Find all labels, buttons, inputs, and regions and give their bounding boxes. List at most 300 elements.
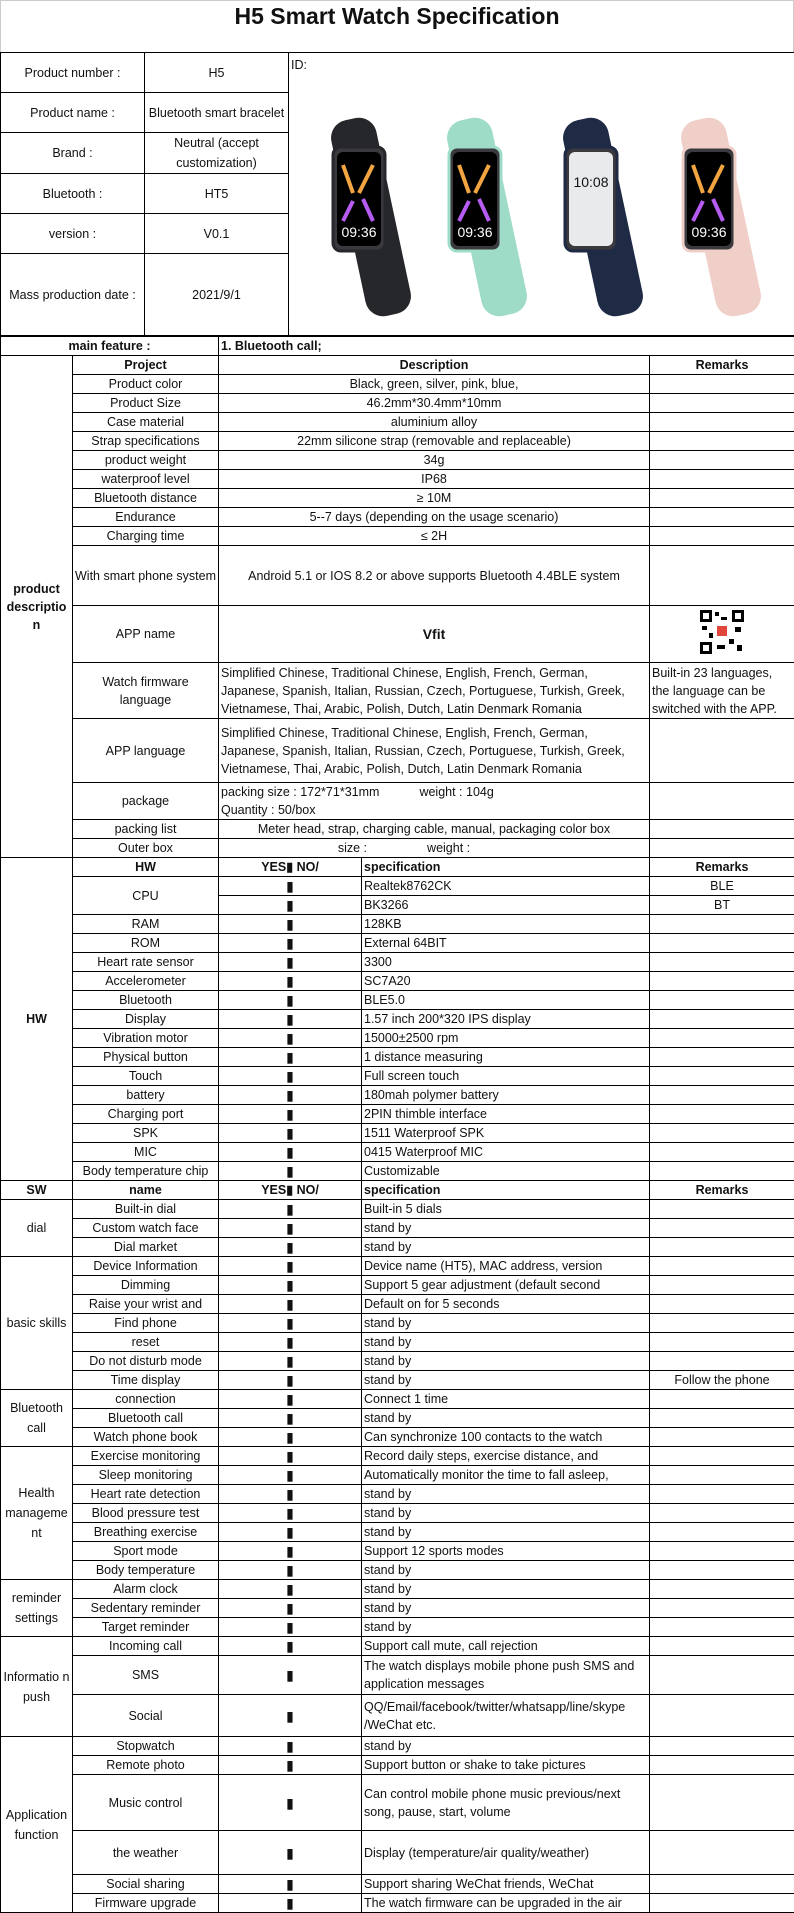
sw-specification: Support sharing WeChat friends, WeChat (362, 1875, 650, 1894)
hw-specification: 0415 Waterproof MIC (362, 1143, 650, 1162)
hw-component-name: Heart rate sensor (73, 953, 219, 972)
description-part: Quantity : 50/box (221, 801, 316, 819)
hw-specification: 1.57 inch 200*320 IPS display (362, 1010, 650, 1029)
hw-component-name: MIC (73, 1143, 219, 1162)
sw-specification: Can synchronize 100 contacts to the watch (362, 1428, 650, 1447)
sw-feature-name: Remote photo (73, 1756, 219, 1775)
sw-feature-name: Find phone (73, 1314, 219, 1333)
hw-component-name: SPK (73, 1124, 219, 1143)
hw-remarks (650, 1143, 794, 1162)
yes-mark: ▮ (219, 1124, 362, 1143)
table-row (1, 719, 794, 783)
sw-feature-name: Sedentary reminder (73, 1599, 219, 1618)
table-row (1, 1599, 794, 1618)
sw-remarks (650, 1618, 794, 1637)
hw-component-name: Bluetooth (73, 991, 219, 1010)
table-row (1, 1637, 794, 1656)
table-row (1, 1333, 794, 1352)
sw-feature-name: Blood pressure test (73, 1504, 219, 1523)
sw-feature-name: Exercise monitoring (73, 1447, 219, 1466)
sw-specification: Support 5 gear adjustment (default second (362, 1276, 650, 1295)
yes-mark: ▮ (219, 1637, 362, 1656)
info-label: Product number : (1, 53, 145, 93)
table-row (1, 1314, 794, 1333)
sw-specification: Support button or shake to take pictures (362, 1756, 650, 1775)
table-row (1, 1200, 794, 1219)
info-label: Brand : (1, 133, 145, 174)
description-part: size : (338, 839, 367, 857)
table-row (1, 1162, 794, 1181)
sw-remarks (650, 1894, 794, 1913)
table-row (1, 1561, 794, 1580)
table-row (1, 546, 794, 606)
yes-mark: ▮ (219, 1029, 362, 1048)
project-name: Endurance (73, 508, 219, 527)
main-feature-value: 1. Bluetooth call; (219, 337, 794, 356)
table-row (1, 820, 794, 839)
sw-feature-name: Target reminder (73, 1618, 219, 1637)
product-info-table (0, 52, 794, 336)
yes-mark: ▮ (219, 1409, 362, 1428)
sw-specification: stand by (362, 1333, 650, 1352)
table-row (1, 1580, 794, 1599)
table-row (1, 356, 794, 375)
description-value: Vfit (219, 606, 650, 663)
sw-feature-name: Firmware upgrade (73, 1894, 219, 1913)
description-part: weight : 104g (419, 783, 493, 801)
hw-remarks: BT (650, 896, 794, 915)
sw-specification: The watch displays mobile phone push SMS and application messages (362, 1656, 650, 1695)
project-name: With smart phone system (73, 546, 219, 606)
project-name: APP language (73, 719, 219, 783)
remarks-value (650, 508, 794, 527)
remarks-value (650, 413, 794, 432)
sw-feature-name: Watch phone book (73, 1428, 219, 1447)
remarks-value: Built-in 23 languages, the language can be switched with the APP. (650, 663, 794, 719)
yes-mark: ▮ (219, 1656, 362, 1695)
watch-image (328, 114, 415, 317)
sw-specification: Can control mobile phone music previous/next song, pause, start, volume (362, 1775, 650, 1831)
remarks-value (650, 546, 794, 606)
hw-remarks (650, 991, 794, 1010)
yes-mark: ▮ (219, 1257, 362, 1276)
hw-header: specification (362, 858, 650, 877)
watch-product-photos (289, 87, 793, 317)
sw-specification: stand by (362, 1561, 650, 1580)
hw-header: YES▮ NO/ (219, 858, 362, 877)
table-row (1, 1276, 794, 1295)
sw-feature-name: reset (73, 1333, 219, 1352)
sw-remarks: Follow the phone (650, 1371, 794, 1390)
hw-specification: Customizable (362, 1162, 650, 1181)
sw-header: name (73, 1181, 219, 1200)
hw-specification: 180mah polymer battery (362, 1086, 650, 1105)
table-row (1, 1219, 794, 1238)
table-row (1, 470, 794, 489)
hw-specification: Realtek8762CK (362, 877, 650, 896)
project-name: packing list (73, 820, 219, 839)
table-row (1, 606, 794, 663)
sw-remarks (650, 1737, 794, 1756)
sw-specification: Built-in 5 dials (362, 1200, 650, 1219)
yes-mark: ▮ (219, 1390, 362, 1409)
watch-image (560, 114, 647, 317)
watch-screen-time: 10:08 (573, 174, 608, 190)
project-name: product weight (73, 451, 219, 470)
sw-specification: stand by (362, 1580, 650, 1599)
info-value: V0.1 (145, 214, 289, 254)
remarks-value (650, 820, 794, 839)
yes-mark: ▮ (219, 1238, 362, 1257)
watch-image (678, 114, 765, 317)
sw-feature-name: Custom watch face (73, 1219, 219, 1238)
yes-mark: ▮ (219, 1875, 362, 1894)
table-row (1, 451, 794, 470)
table-row (1, 1695, 794, 1737)
hw-specification: BK3266 (362, 896, 650, 915)
yes-mark: ▮ (219, 1086, 362, 1105)
sw-specification: Default on for 5 seconds (362, 1295, 650, 1314)
sw-remarks (650, 1775, 794, 1831)
hw-specification: SC7A20 (362, 972, 650, 991)
hw-component-name: Display (73, 1010, 219, 1029)
table-row (1, 1485, 794, 1504)
sw-feature-name: the weather (73, 1831, 219, 1875)
hw-specification: 15000±2500 rpm (362, 1029, 650, 1048)
table-row (1, 527, 794, 546)
table-row (1, 1618, 794, 1637)
description-value: 5--7 days (depending on the usage scenario) (219, 508, 650, 527)
watch-screen-time: 09:36 (691, 224, 726, 240)
sw-feature-name: SMS (73, 1656, 219, 1695)
table-row (1, 783, 794, 820)
yes-mark: ▮ (219, 1428, 362, 1447)
table-row (1, 1504, 794, 1523)
yes-mark: ▮ (219, 1067, 362, 1086)
sw-feature-name: Do not disturb mode (73, 1352, 219, 1371)
sw-feature-name: Body temperature (73, 1561, 219, 1580)
sw-remarks (650, 1352, 794, 1371)
sw-specification: stand by (362, 1618, 650, 1637)
description-value: IP68 (219, 470, 650, 489)
hw-remarks: BLE (650, 877, 794, 896)
hw-specification: 128KB (362, 915, 650, 934)
sw-header: specification (362, 1181, 650, 1200)
sw-remarks (650, 1466, 794, 1485)
sw-feature-name: Sport mode (73, 1542, 219, 1561)
yes-mark: ▮ (219, 1314, 362, 1333)
table-row (1, 1124, 794, 1143)
description-value: 46.2mm*30.4mm*10mm (219, 394, 650, 413)
info-label: Mass production date : (1, 254, 145, 336)
yes-mark: ▮ (219, 896, 362, 915)
sw-remarks (650, 1637, 794, 1656)
product-section-label: product descriptio n (1, 356, 73, 858)
table-row (1, 1181, 794, 1200)
yes-mark: ▮ (219, 1333, 362, 1352)
hw-header: HW (73, 858, 219, 877)
yes-mark: ▮ (219, 1276, 362, 1295)
hw-component-name: Touch (73, 1067, 219, 1086)
sw-remarks (650, 1542, 794, 1561)
table-row (1, 413, 794, 432)
yes-mark: ▮ (219, 1485, 362, 1504)
yes-mark: ▮ (219, 1542, 362, 1561)
project-name: Outer box (73, 839, 219, 858)
header-project: Project (73, 356, 219, 375)
yes-mark: ▮ (219, 1352, 362, 1371)
sw-specification: The watch firmware can be upgraded in the air (362, 1894, 650, 1913)
table-row (1, 1409, 794, 1428)
info-value: H5 (145, 53, 289, 93)
sw-specification: stand by (362, 1504, 650, 1523)
sw-specification: Connect 1 time (362, 1390, 650, 1409)
sw-group-label: dial (1, 1200, 73, 1257)
yes-mark: ▮ (219, 953, 362, 972)
description-value: Simplified Chinese, Traditional Chinese, English, French, German, Japanese, Spanish, Italian, Russian, Czech, Portuguese, Turkish, Greek, Vietnamese, Thai, Arabic, Polish, Dutch, Latin Denmark Romania (219, 663, 650, 719)
hw-component-name: Physical button (73, 1048, 219, 1067)
watch-screen-time: 09:36 (457, 224, 492, 240)
project-name: Product Size (73, 394, 219, 413)
yes-mark: ▮ (219, 1599, 362, 1618)
table-row (1, 877, 794, 896)
remarks-value (650, 394, 794, 413)
table-row (1, 432, 794, 451)
table-row (1, 1067, 794, 1086)
project-name: package (73, 783, 219, 820)
hw-component-name: battery (73, 1086, 219, 1105)
hw-remarks (650, 1086, 794, 1105)
remarks-value (650, 839, 794, 858)
hw-remarks (650, 915, 794, 934)
sw-specification: stand by (362, 1238, 650, 1257)
yes-mark: ▮ (219, 1200, 362, 1219)
remarks-value (650, 489, 794, 508)
info-value: 2021/9/1 (145, 254, 289, 336)
sw-remarks (650, 1257, 794, 1276)
description-value: aluminium alloy (219, 413, 650, 432)
hw-remarks (650, 1029, 794, 1048)
sw-specification: Support call mute, call rejection (362, 1637, 650, 1656)
hw-component-name: ROM (73, 934, 219, 953)
table-row (1, 1523, 794, 1542)
sw-remarks (650, 1200, 794, 1219)
header-remarks: Remarks (650, 356, 794, 375)
sw-remarks (650, 1504, 794, 1523)
watch-image (444, 114, 531, 317)
sw-specification: stand by (362, 1314, 650, 1333)
sw-feature-name: Alarm clock (73, 1580, 219, 1599)
yes-mark: ▮ (219, 1831, 362, 1875)
sw-feature-name: Stopwatch (73, 1737, 219, 1756)
info-label: Bluetooth : (1, 174, 145, 214)
sw-specification: Automatically monitor the time to fall asleep, (362, 1466, 650, 1485)
description-value: 22mm silicone strap (removable and replaceable) (219, 432, 650, 451)
sw-feature-name: Dimming (73, 1276, 219, 1295)
remarks-value (650, 783, 794, 820)
hw-component-name: RAM (73, 915, 219, 934)
table-row (1, 508, 794, 527)
table-row (1, 858, 794, 877)
hw-remarks (650, 1048, 794, 1067)
table-row (1, 1775, 794, 1831)
table-row (1, 489, 794, 508)
sw-remarks (650, 1580, 794, 1599)
sw-feature-name: Time display (73, 1371, 219, 1390)
sw-specification: stand by (362, 1409, 650, 1428)
hw-remarks (650, 1010, 794, 1029)
table-row (1, 1447, 794, 1466)
yes-mark: ▮ (219, 1775, 362, 1831)
description-value: ≤ 2H (219, 527, 650, 546)
sw-feature-name: Social sharing (73, 1875, 219, 1894)
info-value: HT5 (145, 174, 289, 214)
sw-remarks (650, 1523, 794, 1542)
hw-specification: External 64BIT (362, 934, 650, 953)
app-qr-code-icon (699, 609, 745, 655)
remarks-value (650, 527, 794, 546)
yes-mark: ▮ (219, 1466, 362, 1485)
yes-mark: ▮ (219, 877, 362, 896)
sw-feature-name: Incoming call (73, 1637, 219, 1656)
hw-remarks (650, 1105, 794, 1124)
sw-remarks (650, 1875, 794, 1894)
yes-mark: ▮ (219, 934, 362, 953)
remarks-value (650, 606, 794, 663)
sw-feature-name: Device Information (73, 1257, 219, 1276)
remarks-value (650, 432, 794, 451)
sw-specification: stand by (362, 1352, 650, 1371)
sw-feature-name: Raise your wrist and (73, 1295, 219, 1314)
sw-feature-name: Built-in dial (73, 1200, 219, 1219)
description-part: weight : (427, 839, 470, 857)
page-title: H5 Smart Watch Specification (0, 0, 794, 52)
watch-screen-time: 09:36 (341, 224, 376, 240)
remarks-value (650, 719, 794, 783)
remarks-value (650, 451, 794, 470)
sw-remarks (650, 1831, 794, 1875)
table-row (1, 1143, 794, 1162)
info-value: Bluetooth smart bracelet (145, 93, 289, 133)
sw-remarks (650, 1447, 794, 1466)
sw-feature-name: Dial market (73, 1238, 219, 1257)
yes-mark: ▮ (219, 1447, 362, 1466)
table-row (1, 1048, 794, 1067)
yes-mark: ▮ (219, 1371, 362, 1390)
sw-remarks (650, 1428, 794, 1447)
sw-remarks (650, 1599, 794, 1618)
project-name: APP name (73, 606, 219, 663)
table-row (1, 375, 794, 394)
description-part: packing size : 172*71*31mm (221, 783, 379, 801)
table-row (1, 1542, 794, 1561)
table-row (1, 394, 794, 413)
remarks-value (650, 375, 794, 394)
hw-header: Remarks (650, 858, 794, 877)
sw-feature-name: Sleep monitoring (73, 1466, 219, 1485)
hw-specification: 1511 Waterproof SPK (362, 1124, 650, 1143)
hw-section-label: HW (1, 858, 73, 1181)
description-value: ≥ 10M (219, 489, 650, 508)
table-row (1, 953, 794, 972)
hw-remarks (650, 1067, 794, 1086)
hw-component-name: Charging port (73, 1105, 219, 1124)
sw-group-label: reminder settings (1, 1580, 73, 1637)
table-row (1, 1105, 794, 1124)
hw-remarks (650, 972, 794, 991)
sw-feature-name: Music control (73, 1775, 219, 1831)
sw-header: SW (1, 1181, 73, 1200)
description-value: Android 5.1 or IOS 8.2 or above supports Bluetooth 4.4BLE system (219, 546, 650, 606)
yes-mark: ▮ (219, 972, 362, 991)
spec-table (0, 336, 794, 1913)
main-feature-label: main feature : (1, 337, 219, 356)
sw-remarks (650, 1219, 794, 1238)
table-row (1, 934, 794, 953)
sw-specification: Support 12 sports modes (362, 1542, 650, 1561)
sw-header: Remarks (650, 1181, 794, 1200)
sw-specification: stand by (362, 1371, 650, 1390)
hw-remarks (650, 1162, 794, 1181)
sw-remarks (650, 1656, 794, 1695)
sw-remarks (650, 1390, 794, 1409)
sw-feature-name: connection (73, 1390, 219, 1409)
yes-mark: ▮ (219, 1695, 362, 1737)
sw-group-label: Informatio n push (1, 1637, 73, 1737)
yes-mark: ▮ (219, 1143, 362, 1162)
yes-mark: ▮ (219, 1618, 362, 1637)
sw-feature-name: Breathing exercise (73, 1523, 219, 1542)
hw-specification: BLE5.0 (362, 991, 650, 1010)
table-row (1, 1737, 794, 1756)
table-row (1, 1295, 794, 1314)
description-value: Meter head, strap, charging cable, manual, packaging color box (219, 820, 650, 839)
table-row (1, 1390, 794, 1409)
table-row (1, 839, 794, 858)
sw-remarks (650, 1276, 794, 1295)
remarks-value (650, 470, 794, 489)
sw-specification: Display (temperature/air quality/weather) (362, 1831, 650, 1875)
table-row (1, 337, 794, 356)
description-value: Simplified Chinese, Traditional Chinese, English, French, German, Japanese, Spanish, Italian, Russian, Czech, Portuguese, Turkish, Greek, Vietnamese, Thai, Arabic, Polish, Dutch, Latin Denmark Romania (219, 719, 650, 783)
sw-specification: stand by (362, 1219, 650, 1238)
table-row (1, 1352, 794, 1371)
yes-mark: ▮ (219, 1756, 362, 1775)
table-row (1, 1875, 794, 1894)
info-value: Neutral (accept customization) (145, 133, 289, 174)
sw-remarks (650, 1333, 794, 1352)
sw-feature-name: Social (73, 1695, 219, 1737)
yes-mark: ▮ (219, 1010, 362, 1029)
hw-specification: Full screen touch (362, 1067, 650, 1086)
description-value (219, 839, 650, 858)
sw-remarks (650, 1695, 794, 1737)
project-name: Product color (73, 375, 219, 394)
sw-remarks (650, 1485, 794, 1504)
yes-mark: ▮ (219, 1523, 362, 1542)
product-image-cell (289, 53, 794, 336)
sw-remarks (650, 1314, 794, 1333)
table-row (1, 1371, 794, 1390)
yes-mark: ▮ (219, 915, 362, 934)
yes-mark: ▮ (219, 1580, 362, 1599)
yes-mark: ▮ (219, 1162, 362, 1181)
hw-specification: 2PIN thimble interface (362, 1105, 650, 1124)
sw-header: YES▮ NO/ (219, 1181, 362, 1200)
hw-component-name: Body temperature chip (73, 1162, 219, 1181)
hw-remarks (650, 934, 794, 953)
hw-specification: 3300 (362, 953, 650, 972)
